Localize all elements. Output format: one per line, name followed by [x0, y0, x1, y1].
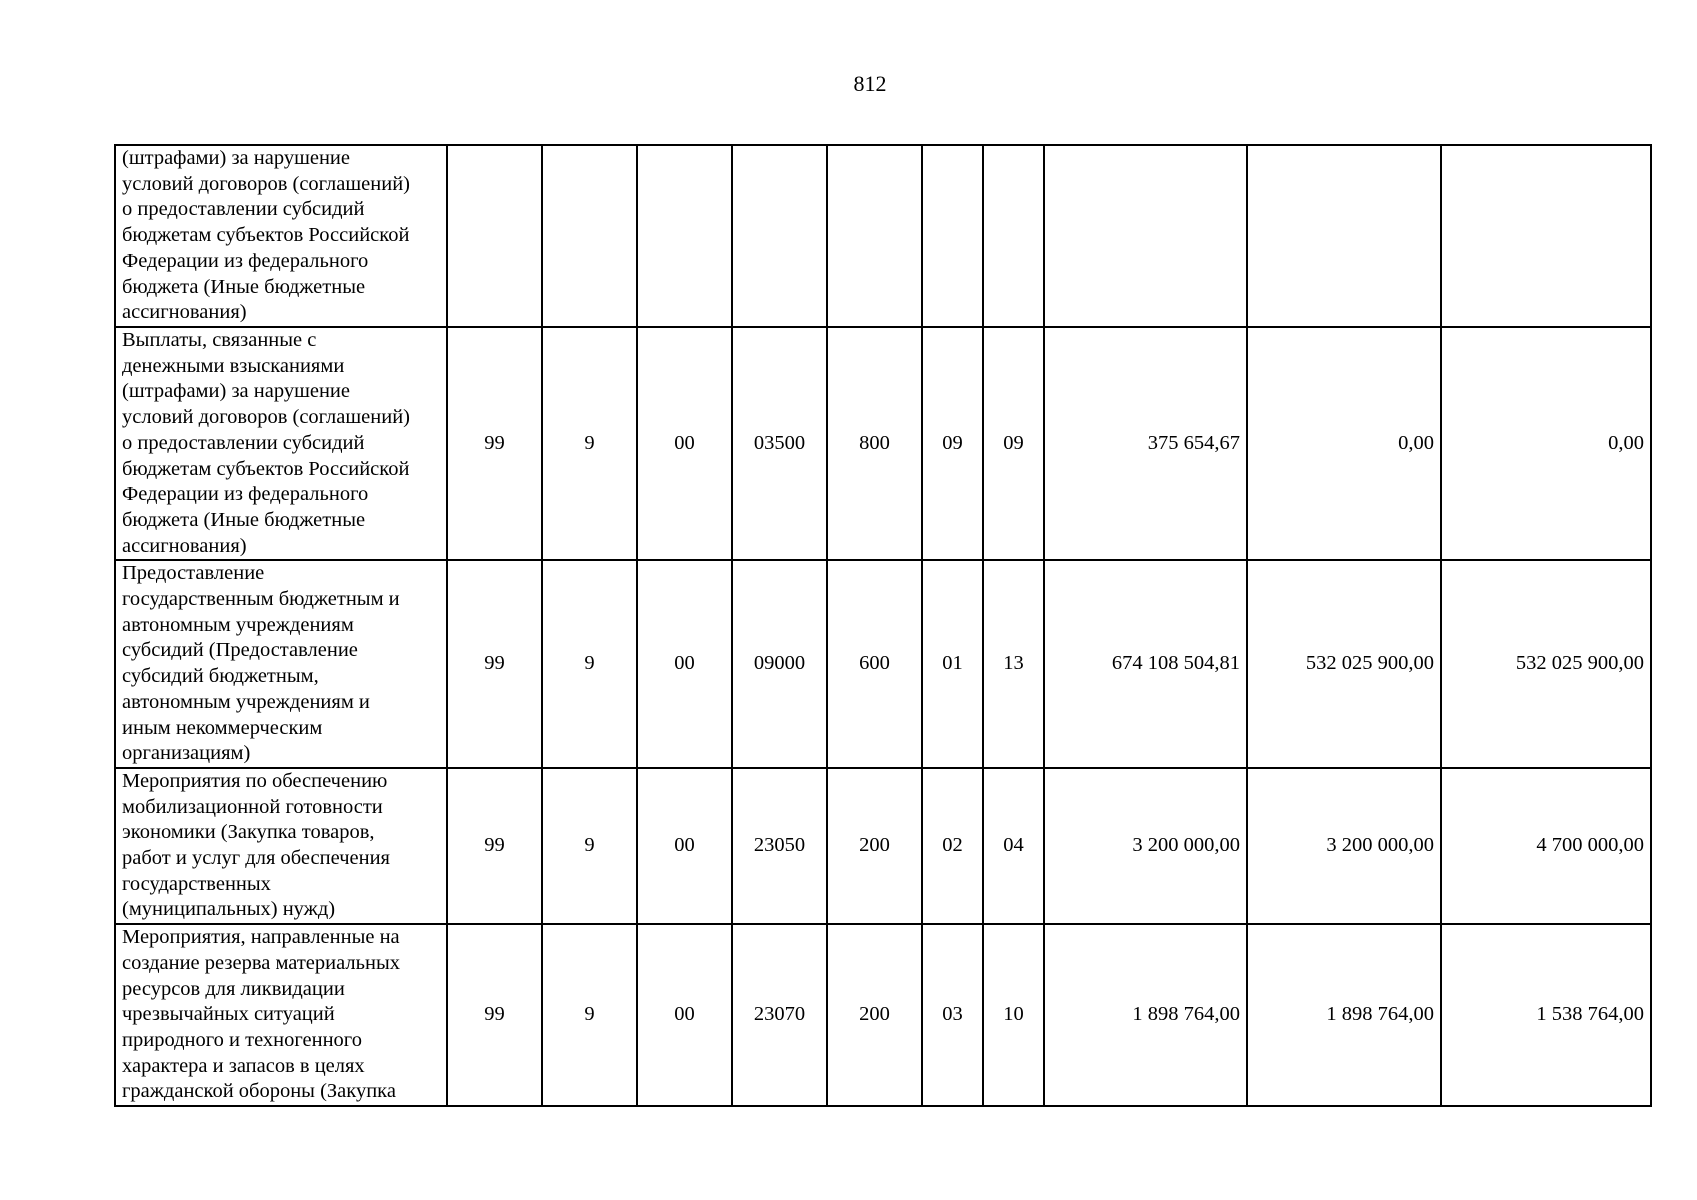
expense-name-cell: Выплаты, связанные с денежными взысканиями (штрафами) за нарушение условий договоров (соглашений) о предоставлении субсидий бюджетам субъектов Российской Федерации из федерального бюджета (Иные бюджетные ассигнования): [115, 327, 447, 560]
expense-type-code-cell: [827, 145, 922, 327]
page-number: 812: [853, 71, 887, 96]
amount-year-3-cell: [1441, 145, 1651, 327]
expense-type-code-cell: 200: [827, 924, 922, 1106]
direction-code-cell: 23050: [732, 768, 827, 924]
expense-type-code-cell: 200: [827, 768, 922, 924]
section-code-cell: 03: [922, 924, 983, 1106]
amount-year-2-cell: 532 025 900,00: [1247, 560, 1441, 768]
subsection-code-cell: 09: [983, 327, 1044, 560]
program-code-cell: 99: [447, 560, 542, 768]
expense-name-cell: Мероприятия по обеспечению мобилизационной готовности экономики (Закупка товаров, работ и услуг для обеспечения государственных (муниципальных) нужд): [115, 768, 447, 924]
amount-year-2-cell: 1 898 764,00: [1247, 924, 1441, 1106]
amount-year-3-cell: 532 025 900,00: [1441, 560, 1651, 768]
section-code-cell: [922, 145, 983, 327]
main-activity-code-cell: 00: [637, 560, 732, 768]
subprogram-code-cell: 9: [542, 327, 637, 560]
amount-year-2-cell: 3 200 000,00: [1247, 768, 1441, 924]
direction-code-cell: 23070: [732, 924, 827, 1106]
main-activity-code-cell: 00: [637, 924, 732, 1106]
expense-type-code-cell: 600: [827, 560, 922, 768]
subprogram-code-cell: [542, 145, 637, 327]
program-code-cell: 99: [447, 924, 542, 1106]
expense-name-cell: (штрафами) за нарушение условий договоров (соглашений) о предоставлении субсидий бюджетам субъектов Российской Федерации из федерального бюджета (Иные бюджетные ассигнования): [115, 145, 447, 327]
amount-year-1-cell: 674 108 504,81: [1044, 560, 1247, 768]
main-activity-code-cell: 00: [637, 768, 732, 924]
amount-year-1-cell: 1 898 764,00: [1044, 924, 1247, 1106]
amount-year-1-cell: 375 654,67: [1044, 327, 1247, 560]
amount-year-3-cell: 4 700 000,00: [1441, 768, 1651, 924]
table-row: [115, 924, 1651, 1106]
subprogram-code-cell: 9: [542, 768, 637, 924]
table-row: [115, 560, 1651, 768]
expense-type-code-cell: 800: [827, 327, 922, 560]
subsection-code-cell: 10: [983, 924, 1044, 1106]
section-code-cell: 01: [922, 560, 983, 768]
program-code-cell: 99: [447, 768, 542, 924]
subsection-code-cell: 04: [983, 768, 1044, 924]
table-row: [115, 768, 1651, 924]
program-code-cell: 99: [447, 327, 542, 560]
expense-name-cell: Мероприятия, направленные на создание резерва материальных ресурсов для ликвидации чрезвычайных ситуаций природного и техногенного характера и запасов в целях гражданской обороны (Закупка: [115, 924, 447, 1106]
section-code-cell: 09: [922, 327, 983, 560]
amount-year-3-cell: 0,00: [1441, 327, 1651, 560]
program-code-cell: [447, 145, 542, 327]
amount-year-2-cell: 0,00: [1247, 327, 1441, 560]
amount-year-2-cell: [1247, 145, 1441, 327]
amount-year-1-cell: [1044, 145, 1247, 327]
expense-name-cell: Предоставление государственным бюджетным и автономным учреждениям субсидий (Предоставление субсидий бюджетным, автономным учреждениям и иным некоммерческим организациям): [115, 560, 447, 768]
subprogram-code-cell: 9: [542, 560, 637, 768]
direction-code-cell: [732, 145, 827, 327]
budget-table: [114, 144, 1652, 1107]
table-row: [115, 327, 1651, 560]
subsection-code-cell: [983, 145, 1044, 327]
section-code-cell: 02: [922, 768, 983, 924]
amount-year-3-cell: 1 538 764,00: [1441, 924, 1651, 1106]
direction-code-cell: 09000: [732, 560, 827, 768]
main-activity-code-cell: [637, 145, 732, 327]
direction-code-cell: 03500: [732, 327, 827, 560]
table-row: [115, 145, 1651, 327]
subsection-code-cell: 13: [983, 560, 1044, 768]
subprogram-code-cell: 9: [542, 924, 637, 1106]
main-activity-code-cell: 00: [637, 327, 732, 560]
amount-year-1-cell: 3 200 000,00: [1044, 768, 1247, 924]
